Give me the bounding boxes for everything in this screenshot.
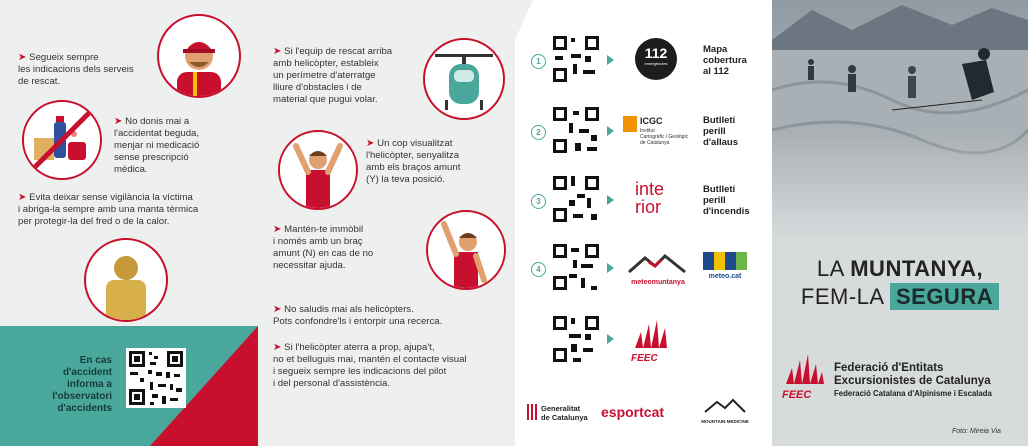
qr-code-avalanche[interactable] <box>551 105 601 160</box>
logo-icgc: ICGC Institut Cartogràfic i Geològic de Catalunya <box>623 114 695 150</box>
row-2-number: 2 <box>531 125 546 140</box>
logo-interior: inte rior <box>635 179 665 217</box>
logo-meteomuntanya: meteomuntanya <box>625 252 691 286</box>
qr-code-112-coverage[interactable] <box>551 34 601 89</box>
logo-feec-small: FEEC <box>631 318 675 362</box>
photo-credit: Foto: Mireia Via <box>952 428 1001 435</box>
qr-code-fire[interactable] <box>551 174 601 229</box>
qr-code-weather[interactable] <box>551 242 601 297</box>
service-112-coverage: Mapa cobertura al 112 <box>703 44 747 77</box>
qr-code-observatory[interactable] <box>126 348 186 413</box>
slogan-line-1: LA MUNTANYA, <box>816 256 984 281</box>
tip-no-greeting: ➤ No saludis mai als helicòpters. Pots confondre'ls i entorpir una recerca. <box>273 304 443 327</box>
slogan-line-2: FEM-LA SEGURA <box>772 284 1028 310</box>
row-5-arrow <box>607 334 614 344</box>
rescuer-icon <box>157 14 241 98</box>
row-4-number: 4 <box>531 262 546 277</box>
arms-up-y-signal-icon <box>278 130 358 210</box>
row-3-number: 3 <box>531 194 546 209</box>
one-arm-up-n-signal-icon <box>426 210 506 290</box>
panel-helicopter-tips <box>258 0 515 446</box>
row-2-arrow <box>607 126 614 136</box>
logo-generalitat: Generalitat de Catalunya <box>527 402 599 428</box>
tip-one-arm-up: ➤ Mantén-te immòbil i només amb un braç amunt (N) en cas de no necessitar ajuda. <box>273 224 374 271</box>
qr-code-feec[interactable] <box>551 314 601 369</box>
panel-cover <box>772 0 1028 446</box>
service-fire-bulletin: Butlletí perill d'incendis <box>703 184 750 217</box>
panel-rescue-tips <box>0 0 258 446</box>
organization-name: Federació d'Entitats Excursionistes de Catalunya Federació Catalana d'Alpinisme i Escalada <box>834 362 992 398</box>
tip-follow-instructions: ➤ Segueix sempre les indicacions dels serveis de rescat. <box>18 52 134 87</box>
tip-arms-up: ➤ Un cop visualitzat l'helicòpter, senyalitza amb els braços amunt (Y) la teva posició. <box>366 138 461 185</box>
tip-no-food: ➤ No donis mai a l'accidentat beguda, menjar ni medicació sense prescripció mèdica. <box>114 116 200 175</box>
logo-feec-large: FEEC <box>782 352 828 400</box>
accident-observatory-text: En cas d'accident informa a l'observatori d'accidents <box>52 355 112 414</box>
logo-meteocat: meteo.cat <box>703 252 747 286</box>
no-food-drink-icon <box>22 100 102 180</box>
tip-crouch-near-helicopter: ➤ Si l'helicòpter aterra a prop, ajupa't, no et belluguis mai, mantén el contacte visual i segueix sempre les indicacions del pilot i del personal d'assistència. <box>273 342 467 389</box>
logo-112: 112 emergències <box>635 38 677 80</box>
mountain-rescue-photo <box>772 0 1028 240</box>
row-3-arrow <box>607 195 614 205</box>
tip-landing-perimeter: ➤ Si l'equip de rescat arriba amb helicòpter, estableix un perímetre d'aterratge lliure d'obstacles i de material que pugui volar. <box>273 46 393 105</box>
row-1-arrow <box>607 55 614 65</box>
row-4-arrow <box>607 263 614 273</box>
row-1-number: 1 <box>531 54 546 69</box>
logo-mountain-medicine: MOUNTAIN·MEDICINE <box>693 398 757 428</box>
helicopter-icon <box>423 38 505 120</box>
tip-thermal-blanket: ➤ Evita deixar sense vigilància la víctima i abriga-la sempre amb una manta tèrmica per protegir-la del fred o de la calor. <box>18 192 199 227</box>
service-avalanche-bulletin: Butlletí perill d'allaus <box>703 115 738 148</box>
panel-qr-resources <box>515 0 772 446</box>
thermal-blanket-person-icon <box>84 238 168 322</box>
logo-esportcat: esportcat <box>601 404 665 420</box>
